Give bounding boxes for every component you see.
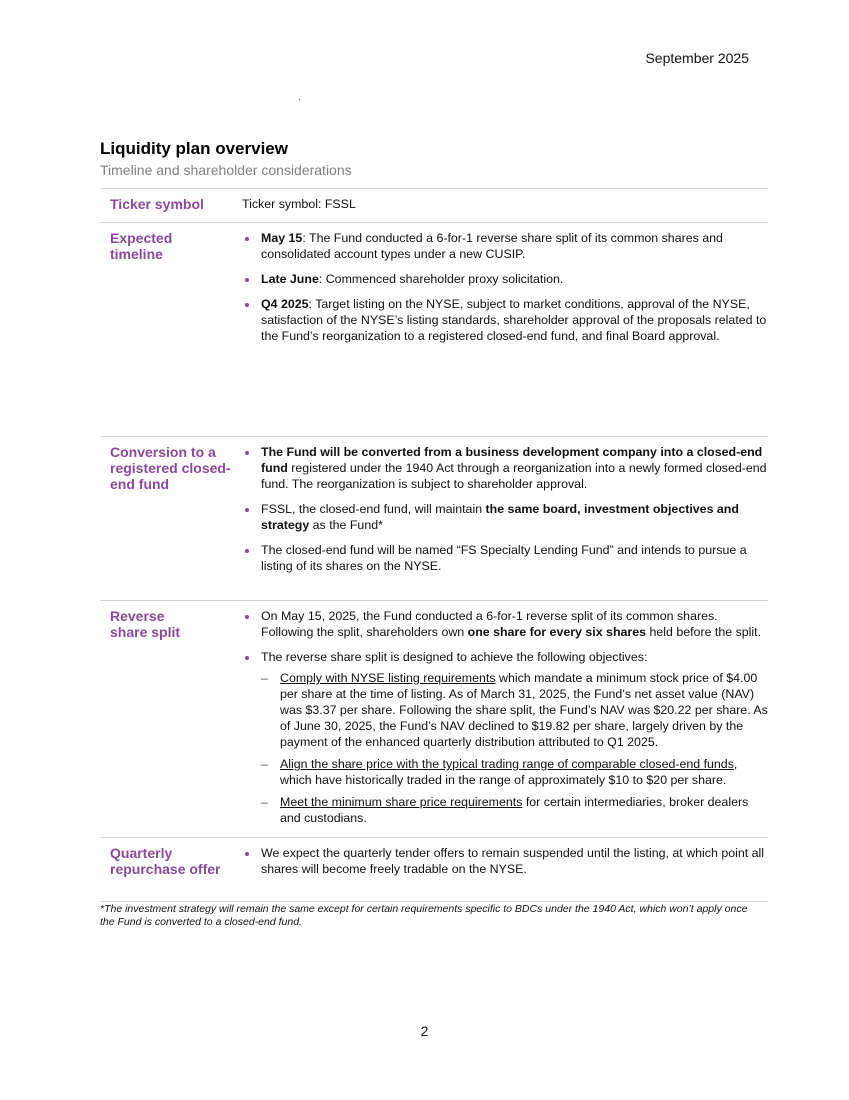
item-text: FSSL, the closed-end fund, will maintain [261, 502, 486, 516]
item-text: The closed-end fund will be named “FS Specialty Lending Fund” and intends to pursue a listing of its shares on the NYSE. [261, 543, 747, 573]
list-item [242, 845, 768, 877]
list-item [242, 649, 768, 826]
item-underline: Meet the minimum share price requirements [280, 795, 523, 809]
item-text: which mandate a minimum stock price of $4.00 per share at the time of listing. As of March 31, 2025, the Fund’s net asset value (NAV) was $3.37 per share. Following the share split, the Fund’s NAV was $20.22 per share. As of June 30, 2025, the Fund’s NAV declined to $19.82 per share, largely driven by the payment of the enhanced quarterly distribution attributed to Q1 2025. [280, 671, 768, 749]
table-bottom-rule [100, 901, 768, 902]
row-label: Expected timeline [110, 230, 173, 262]
item-bold: the same board, investment objectives and strategy [261, 502, 739, 532]
item-text: We expect the quarterly tender offers to remain suspended until the listing, at which point all shares will become freely tradable on the NYSE. [261, 846, 765, 876]
page-subtitle: Timeline and shareholder considerations [100, 162, 352, 178]
row-reverse-share-split [100, 600, 768, 837]
item-bold: Late June [261, 272, 319, 286]
document-date: September 2025 [645, 50, 749, 66]
list-item [242, 296, 768, 344]
item-bold: May 15 [261, 231, 303, 245]
row-expected-timeline [100, 222, 768, 436]
overview-table [100, 188, 768, 902]
row-label: Conversion to a registered closed-end fund [110, 444, 231, 492]
item-text: The reverse share split is designed to achieve the following objectives: [261, 650, 648, 664]
row-quarterly-repurchase [100, 837, 768, 901]
item-text: held before the split. [646, 625, 762, 639]
page-title: Liquidity plan overview [100, 139, 288, 158]
item-text: : Commenced shareholder proxy solicitation. [318, 272, 564, 286]
stray-mark [299, 99, 300, 100]
item-underline: Align the share price with the typical trading range of comparable closed-end funds [280, 757, 734, 771]
ticker-text: Ticker symbol: FSSL [242, 197, 356, 211]
row-label: Quarterly repurchase offer [110, 845, 221, 877]
footnote: *The investment strategy will remain the same except for certain requirements specific to BDCs under the 1940 Act, which won’t apply once the Fund is converted to a closed-end fund. [100, 903, 748, 928]
page-number: 2 [420, 1023, 429, 1039]
row-content [242, 838, 768, 901]
list-item [242, 230, 768, 262]
item-bold: one share for every six shares [467, 625, 647, 639]
item-text: : The Fund conducted a 6-for-1 reverse share split of its common shares and consolidated account types under a new CUSIP. [261, 231, 723, 261]
item-underline: Comply with NYSE listing requirements [280, 671, 496, 685]
sub-list-item [261, 756, 768, 788]
row-content [242, 601, 768, 837]
list-item [242, 501, 768, 533]
objectives-list [261, 670, 768, 826]
row-conversion [100, 436, 768, 600]
row-content [242, 223, 768, 436]
list-item [242, 444, 768, 492]
item-text: , which have historically traded in the range of approximately $10 to $20 per share. [280, 757, 738, 787]
list-item [242, 542, 768, 574]
list-item [242, 608, 768, 640]
item-text: registered under the 1940 Act through a reorganization into a newly formed closed-end fund. The reorganization is subject to shareholder approval. [261, 461, 767, 491]
item-text: On May 15, 2025, the Fund conducted a 6-for-1 reverse split of its common shares. Following the split, shareholders own [261, 609, 718, 639]
row-ticker-symbol [100, 188, 768, 222]
sub-list-item [261, 794, 768, 826]
row-label: Reverse share split [110, 608, 181, 640]
item-text: : Target listing on the NYSE, subject to market conditions, approval of the NYSE, satisfaction of the NYSE’s listing standards, shareholder approval of the proposals related to the Fund’s reorganization to a registered closed-end fund, and final Board approval. [261, 297, 767, 343]
row-label: Ticker symbol [110, 196, 204, 212]
item-bold: Q4 2025 [261, 297, 309, 311]
item-text: for certain intermediaries, broker dealers and custodians. [280, 795, 749, 825]
item-text: as the Fund* [309, 518, 383, 532]
row-content [242, 437, 768, 600]
list-item [242, 271, 768, 287]
sub-list-item [261, 670, 768, 750]
item-bold: The Fund will be converted from a business development company into a closed-end fund [261, 445, 763, 475]
